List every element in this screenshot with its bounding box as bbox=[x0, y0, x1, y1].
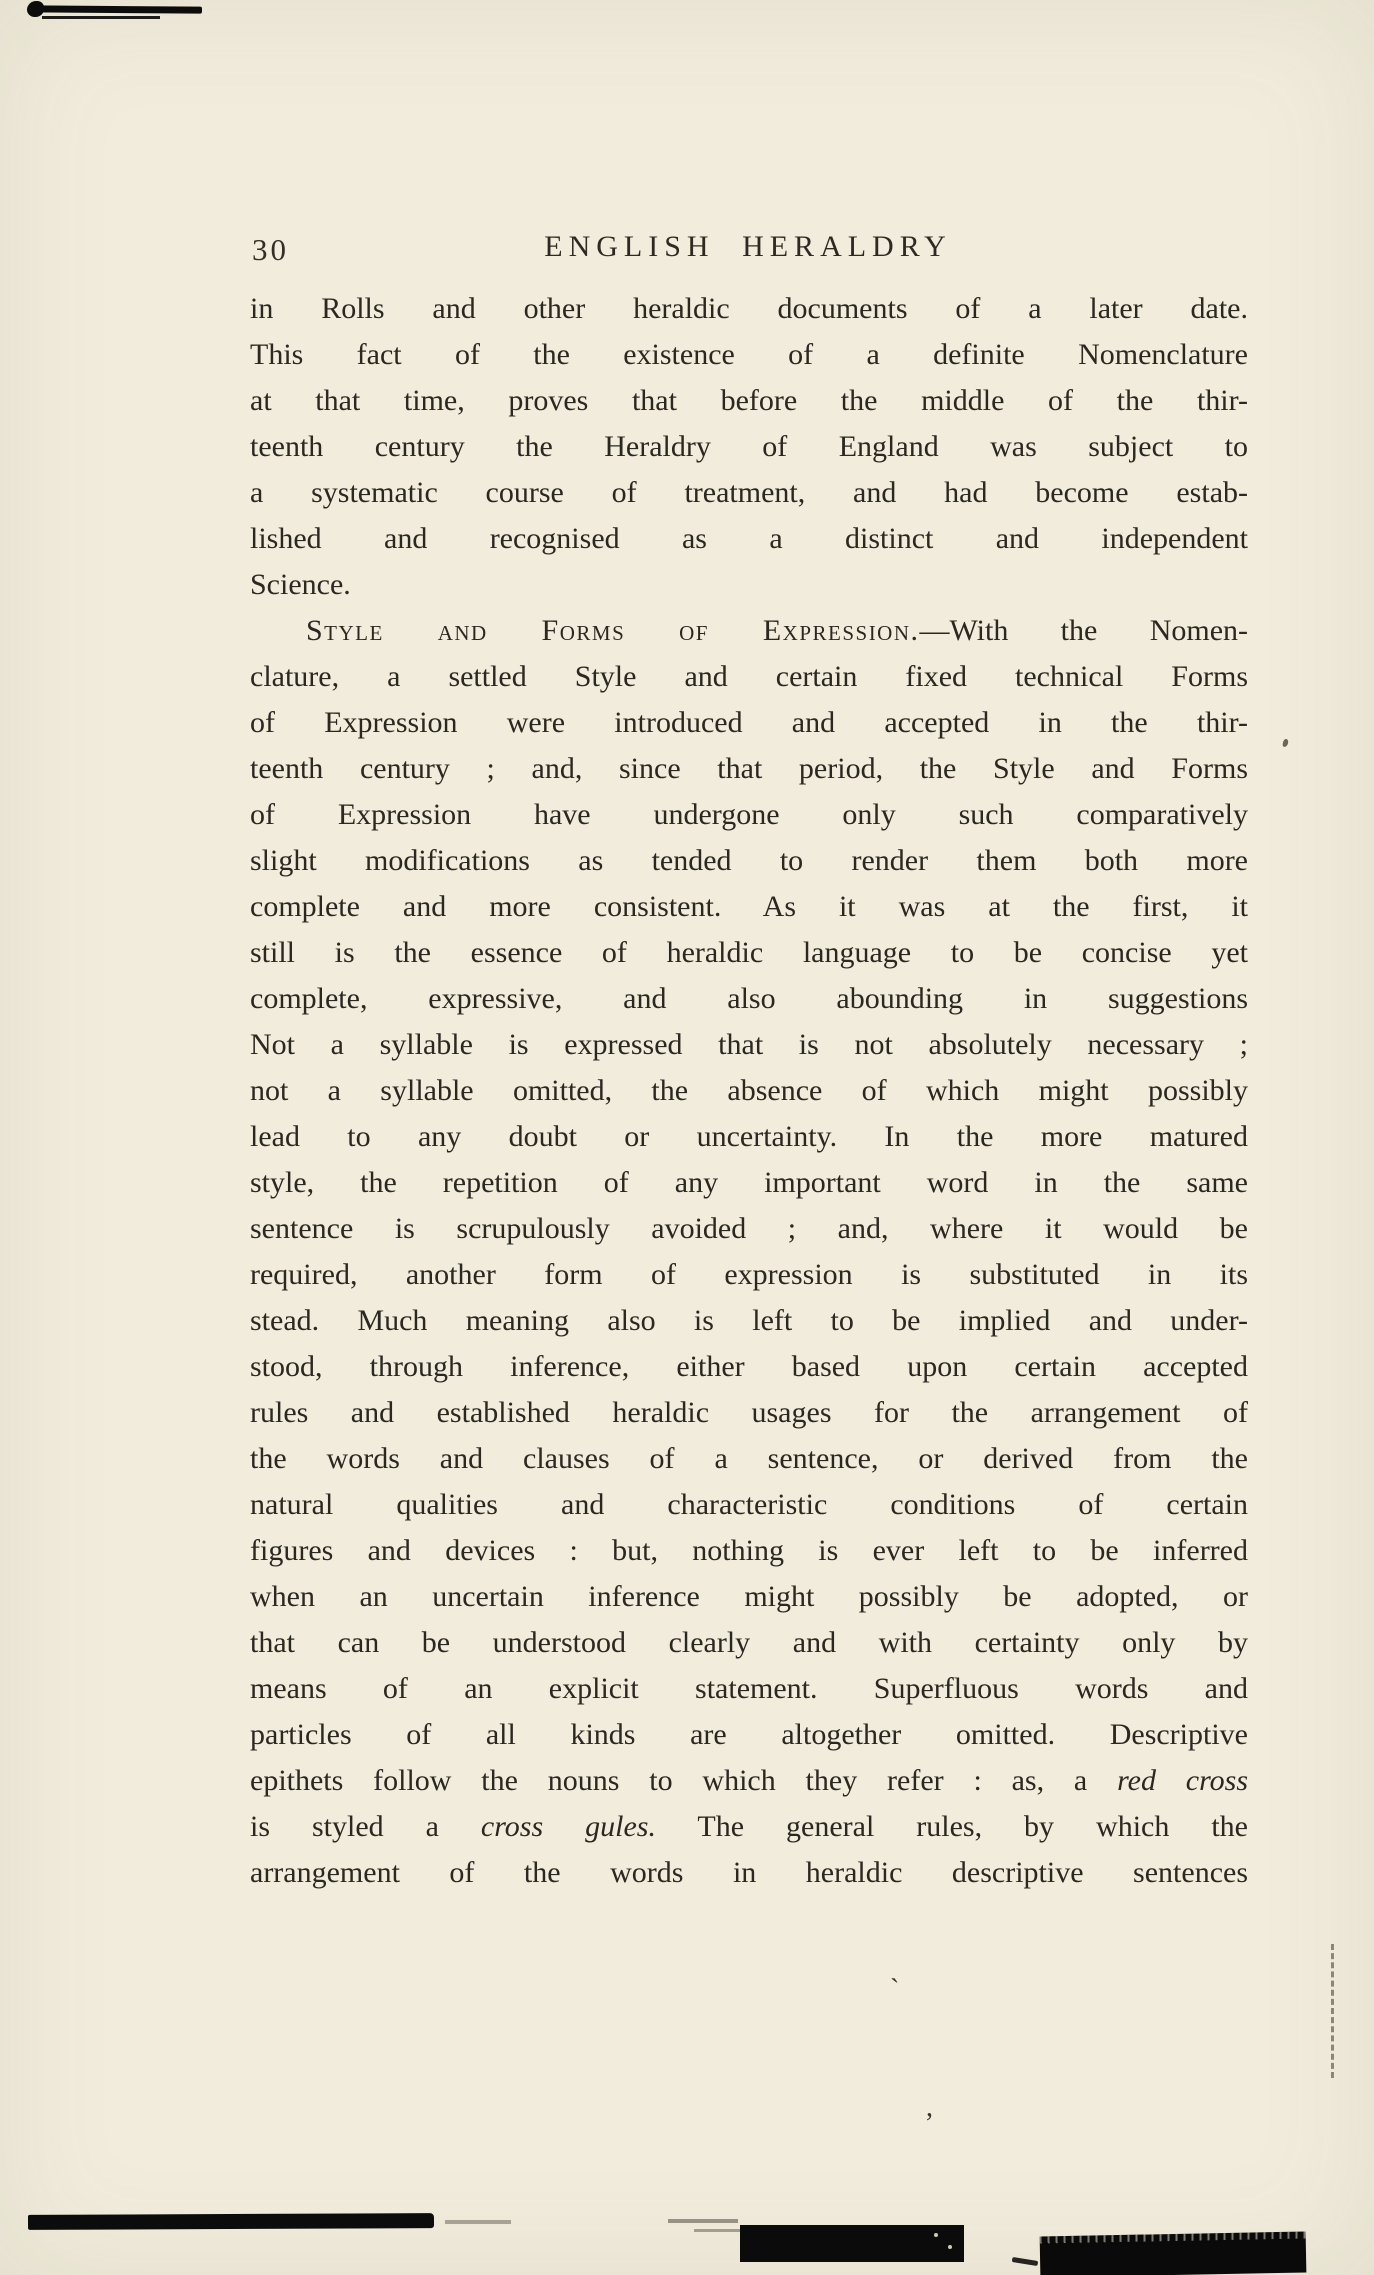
text-segment: natural qualities and characteristic conditions of certain bbox=[250, 1488, 1248, 1521]
text-line bbox=[250, 838, 1248, 884]
text-segment: This fact of the existence of a definite Nomenclature bbox=[250, 338, 1248, 371]
text-line bbox=[250, 1160, 1248, 1206]
text-line bbox=[250, 1712, 1248, 1758]
text-segment: arrangement of the words in heraldic descriptive sentences bbox=[250, 1856, 1248, 1889]
scan-artifact-bottom-right-block bbox=[1040, 2231, 1307, 2275]
text-line bbox=[250, 1390, 1248, 1436]
text-line bbox=[250, 1206, 1248, 1252]
scan-speck bbox=[934, 2233, 938, 2237]
page-header bbox=[250, 230, 1246, 274]
text-segment: lished and recognised as a distinct and independent bbox=[250, 522, 1248, 555]
text-line bbox=[250, 286, 1248, 332]
text-segment: lead to any doubt or uncertainty. In the more matured bbox=[250, 1120, 1248, 1153]
text-segment: means of an explicit statement. Superfluous words and bbox=[250, 1672, 1248, 1705]
text-segment: is styled a bbox=[250, 1810, 481, 1843]
text-line bbox=[250, 1298, 1248, 1344]
text-line bbox=[250, 1666, 1248, 1712]
scan-speck bbox=[948, 2245, 952, 2249]
text-segment: in Rolls and other heraldic documents of a later date. bbox=[250, 292, 1248, 325]
text-line bbox=[250, 700, 1248, 746]
text-line bbox=[250, 930, 1248, 976]
scan-artifact-dotted-line bbox=[1331, 1944, 1334, 2078]
text-segment: of Expression have undergone only such comparatively bbox=[250, 798, 1248, 831]
text-line bbox=[250, 1758, 1248, 1804]
stray-comma-mark: , bbox=[926, 2092, 933, 2123]
text-segment: complete and more consistent. As it was at the first, it bbox=[250, 890, 1248, 923]
scan-artifact-gray-dash bbox=[445, 2220, 511, 2224]
text-segment: figures and devices : but, nothing is ever left to be inferred bbox=[250, 1534, 1248, 1567]
text-segment: complete, expressive, and also abounding in suggestions bbox=[250, 982, 1248, 1015]
text-segment: teenth century the Heraldry of England was subject to bbox=[250, 430, 1248, 463]
text-segment: epithets follow the nouns to which they refer : as, a bbox=[250, 1764, 1118, 1797]
text-line bbox=[250, 1068, 1248, 1114]
text-line bbox=[250, 516, 1248, 562]
italic-term: cross gules. bbox=[480, 1810, 656, 1843]
page-number: 30 bbox=[252, 232, 289, 267]
text-segment: required, another form of expression is substituted in its bbox=[250, 1258, 1248, 1291]
text-line bbox=[250, 470, 1248, 516]
text-segment: rules and established heraldic usages for the arrangement of bbox=[250, 1396, 1248, 1429]
text-segment: of Expression were introduced and accepted in the thir- bbox=[250, 706, 1248, 739]
text-line bbox=[250, 884, 1248, 930]
scan-artifact-top-left-bar bbox=[32, 5, 202, 13]
scan-artifact-gray-dash bbox=[668, 2219, 738, 2223]
text-line bbox=[250, 1850, 1248, 1896]
text-segment: style, the repetition of any important word in the same bbox=[250, 1166, 1248, 1199]
text-line bbox=[250, 792, 1248, 838]
text-line bbox=[250, 654, 1248, 700]
running-header: ENGLISH HERALDRY bbox=[544, 230, 952, 263]
text-line bbox=[250, 976, 1248, 1022]
text-line bbox=[250, 1022, 1248, 1068]
text-body bbox=[250, 286, 1248, 1896]
italic-term: red cross bbox=[1117, 1764, 1248, 1797]
text-segment: the words and clauses of a sentence, or derived from the bbox=[250, 1442, 1248, 1475]
scan-artifact-bottom-left-bar bbox=[28, 2213, 434, 2230]
text-segment: teenth century ; and, since that period, the Style and Forms bbox=[250, 752, 1248, 785]
text-segment: The general rules, by which the bbox=[655, 1810, 1248, 1843]
text-segment: clature, a settled Style and certain fixed technical Forms bbox=[250, 660, 1248, 693]
text-line bbox=[250, 1482, 1248, 1528]
scan-speckle-stripe bbox=[1040, 2231, 1306, 2243]
text-line bbox=[250, 1252, 1248, 1298]
scan-artifact-bottom-center-block bbox=[740, 2225, 964, 2262]
text-line bbox=[250, 562, 1248, 608]
text-segment: still is the essence of heraldic language to be concise yet bbox=[250, 936, 1248, 969]
text-segment: that can be understood clearly and with certainty only by bbox=[250, 1626, 1248, 1659]
text-line bbox=[250, 1344, 1248, 1390]
text-line bbox=[250, 746, 1248, 792]
stray-backtick-mark: ` bbox=[890, 1974, 900, 2005]
text-line bbox=[250, 378, 1248, 424]
text-line bbox=[250, 1804, 1248, 1850]
text-segment: at that time, proves that before the middle of the thir- bbox=[250, 384, 1248, 417]
text-segment: —With the Nomen- bbox=[919, 614, 1248, 647]
text-segment: sentence is scrupulously avoided ; and, where it would be bbox=[250, 1212, 1248, 1245]
text-segment: not a syllable omitted, the absence of which might possibly bbox=[250, 1074, 1248, 1107]
text-segment: stood, through inference, either based upon certain accepted bbox=[250, 1350, 1248, 1383]
text-segment: Science. bbox=[250, 568, 351, 601]
text-segment: when an uncertain inference might possibly be adopted, or bbox=[250, 1580, 1248, 1613]
text-segment: slight modifications as tended to render them both more bbox=[250, 844, 1248, 877]
ink-speck bbox=[1282, 739, 1289, 748]
text-segment: Not a syllable is expressed that is not absolutely necessary ; bbox=[250, 1028, 1248, 1061]
text-line bbox=[250, 1574, 1248, 1620]
text-line bbox=[250, 1114, 1248, 1160]
text-line bbox=[250, 1528, 1248, 1574]
text-line bbox=[250, 332, 1248, 378]
text-line bbox=[250, 424, 1248, 470]
text-line bbox=[250, 1620, 1248, 1666]
smallcaps-heading-text: Style and Forms of Expression. bbox=[306, 614, 920, 647]
scan-artifact-tick bbox=[1012, 2257, 1038, 2266]
text-line bbox=[250, 608, 1248, 654]
text-segment: stead. Much meaning also is left to be implied and under- bbox=[250, 1304, 1248, 1337]
scan-artifact-top-left-bar-thin bbox=[42, 16, 160, 19]
text-segment: a systematic course of treatment, and had become estab- bbox=[250, 476, 1248, 509]
text-segment: particles of all kinds are altogether omitted. Descriptive bbox=[250, 1718, 1248, 1751]
text-line bbox=[250, 1436, 1248, 1482]
